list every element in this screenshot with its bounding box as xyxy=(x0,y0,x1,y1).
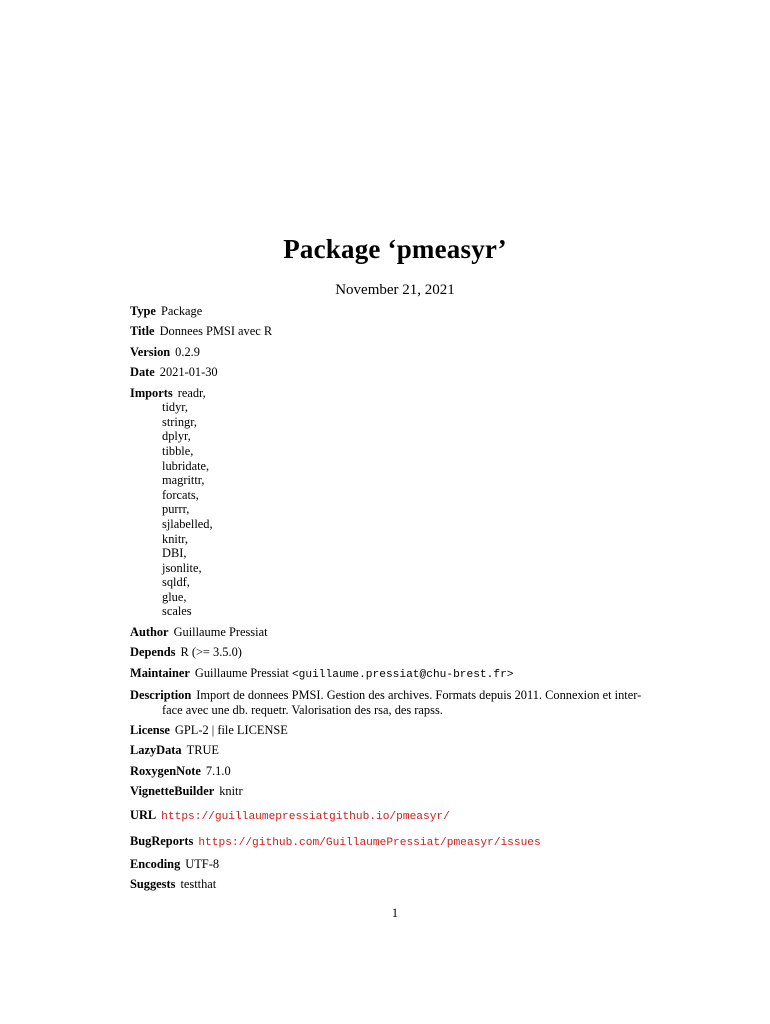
import-item: knitr, xyxy=(162,531,189,546)
field-title xyxy=(130,324,670,339)
field-lazydata xyxy=(130,743,670,758)
field-imports xyxy=(130,386,670,620)
import-item: stringr, xyxy=(162,414,197,429)
field-url xyxy=(130,808,670,825)
page-number: 1 xyxy=(391,906,399,920)
import-item: forcats, xyxy=(162,487,199,502)
field-maintainer xyxy=(130,666,670,683)
package-date: November 21, 2021 xyxy=(335,282,455,298)
description-fields xyxy=(130,304,670,898)
maintainer-email: <guillaume.pressiat@chu-brest.fr> xyxy=(291,668,514,681)
field-license xyxy=(130,723,670,738)
field-depends xyxy=(130,645,670,660)
description-line-2: face avec une db. requetr. Valorisation des rsa, des rapss. xyxy=(162,702,443,717)
import-item: readr, xyxy=(177,385,206,400)
field-suggests xyxy=(130,877,670,892)
import-item: jsonlite, xyxy=(162,560,202,575)
field-key: Encoding xyxy=(130,856,181,871)
bugreports-link[interactable]: https://github.com/GuillaumePressiat/pmeasyr/issues xyxy=(198,837,541,850)
field-version xyxy=(130,345,670,360)
field-value: GPL-2 | file LICENSE xyxy=(174,723,288,738)
field-value: knitr xyxy=(219,784,243,799)
import-item: scales xyxy=(162,604,192,619)
field-key: License xyxy=(130,723,170,738)
import-item: tidyr, xyxy=(162,400,189,415)
field-description xyxy=(130,688,670,717)
field-key: Title xyxy=(130,324,155,339)
import-item: dplyr, xyxy=(162,429,191,444)
import-item: glue, xyxy=(162,589,187,604)
field-key: Type xyxy=(130,304,156,318)
import-item: tibble, xyxy=(162,443,194,458)
field-value: 2021-01-30 xyxy=(159,365,218,380)
field-value: 7.1.0 xyxy=(205,763,231,778)
package-title: Package ‘pmeasyr’ xyxy=(283,234,507,264)
import-item: lubridate, xyxy=(162,458,210,473)
imports-list xyxy=(130,400,670,619)
import-item: sqldf, xyxy=(162,575,190,590)
field-key: Date xyxy=(130,365,155,380)
url-link[interactable]: https://guillaumepressiatgithub.io/pmeasyr/ xyxy=(161,810,450,823)
description-line-1: Import de donnees PMSI. Gestion des archives. Formats depuis 2011. Connexion et inter- xyxy=(196,688,642,703)
field-value: TRUE xyxy=(186,743,219,758)
field-date xyxy=(130,365,670,380)
field-key: Suggests xyxy=(130,877,176,892)
field-key: Depends xyxy=(130,645,176,660)
field-encoding xyxy=(130,857,670,872)
field-bugreports xyxy=(130,834,670,851)
import-item: DBI, xyxy=(162,546,187,561)
field-value: Donnees PMSI avec R xyxy=(159,324,273,339)
field-value: testthat xyxy=(180,877,217,892)
import-item: purrr, xyxy=(162,502,190,517)
field-key: RoxygenNote xyxy=(130,763,201,778)
field-roxygennote xyxy=(130,764,670,779)
field-key: URL xyxy=(130,807,157,822)
field-key: Imports xyxy=(130,385,173,400)
field-key: Maintainer xyxy=(130,665,190,680)
field-value: Guillaume Pressiat xyxy=(173,624,268,639)
import-item: magrittr, xyxy=(162,473,205,488)
import-item: sjlabelled, xyxy=(162,516,213,531)
field-key: Description xyxy=(130,688,192,703)
field-type xyxy=(130,304,670,319)
field-key: VignetteBuilder xyxy=(130,784,215,799)
maintainer-name: Guillaume Pressiat xyxy=(194,665,289,680)
field-value: UTF-8 xyxy=(185,856,220,871)
field-key: Version xyxy=(130,344,171,359)
field-vignettebuilder xyxy=(130,784,670,799)
field-key: LazyData xyxy=(130,743,182,758)
field-value: Package xyxy=(160,304,203,318)
field-key: BugReports xyxy=(130,834,194,849)
field-value: 0.2.9 xyxy=(175,344,200,359)
field-author xyxy=(130,625,670,640)
field-key: Author xyxy=(130,624,169,639)
field-value: R (>= 3.5.0) xyxy=(180,645,242,660)
